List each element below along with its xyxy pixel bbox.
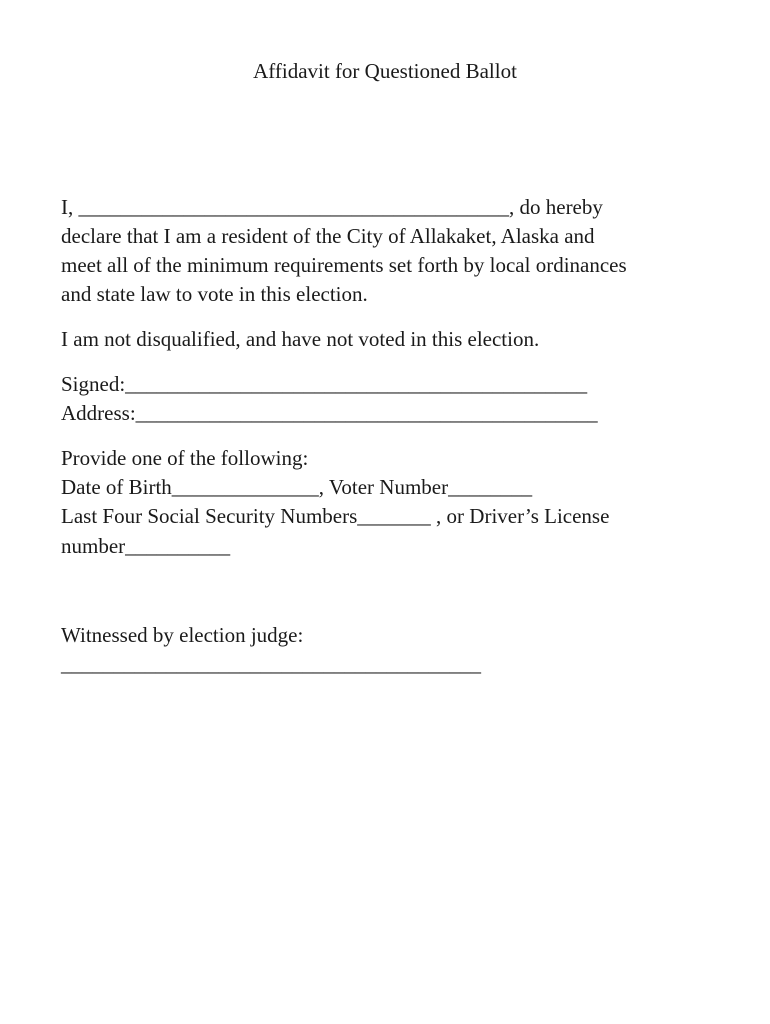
dob-voter-number-line: Date of Birth______________, Voter Number________	[61, 475, 533, 499]
declaration-line-3: meet all of the minimum requirements set forth by local ordinances	[61, 253, 627, 277]
witness-signature-line: ________________________________________	[61, 652, 481, 676]
not-disqualified-statement: I am not disqualified, and have not voted in this election.	[61, 327, 540, 351]
declaration-line-4: and state law to vote in this election.	[61, 282, 368, 306]
ssn-license-line: Last Four Social Security Numbers_______ , or Driver’s License	[61, 504, 610, 528]
declaration-line-1: I, _________________________________________, do hereby	[61, 195, 603, 219]
document-title: Affidavit for Questioned Ballot	[253, 59, 517, 83]
license-number-line: number__________	[61, 534, 231, 558]
witness-label: Witnessed by election judge:	[61, 623, 304, 647]
provide-heading: Provide one of the following:	[61, 446, 309, 470]
address-field-line: Address:____________________________________________	[61, 401, 598, 425]
signed-field-line: Signed:____________________________________________	[61, 372, 588, 396]
declaration-line-2: declare that I am a resident of the City of Allakaket, Alaska and	[61, 224, 595, 248]
